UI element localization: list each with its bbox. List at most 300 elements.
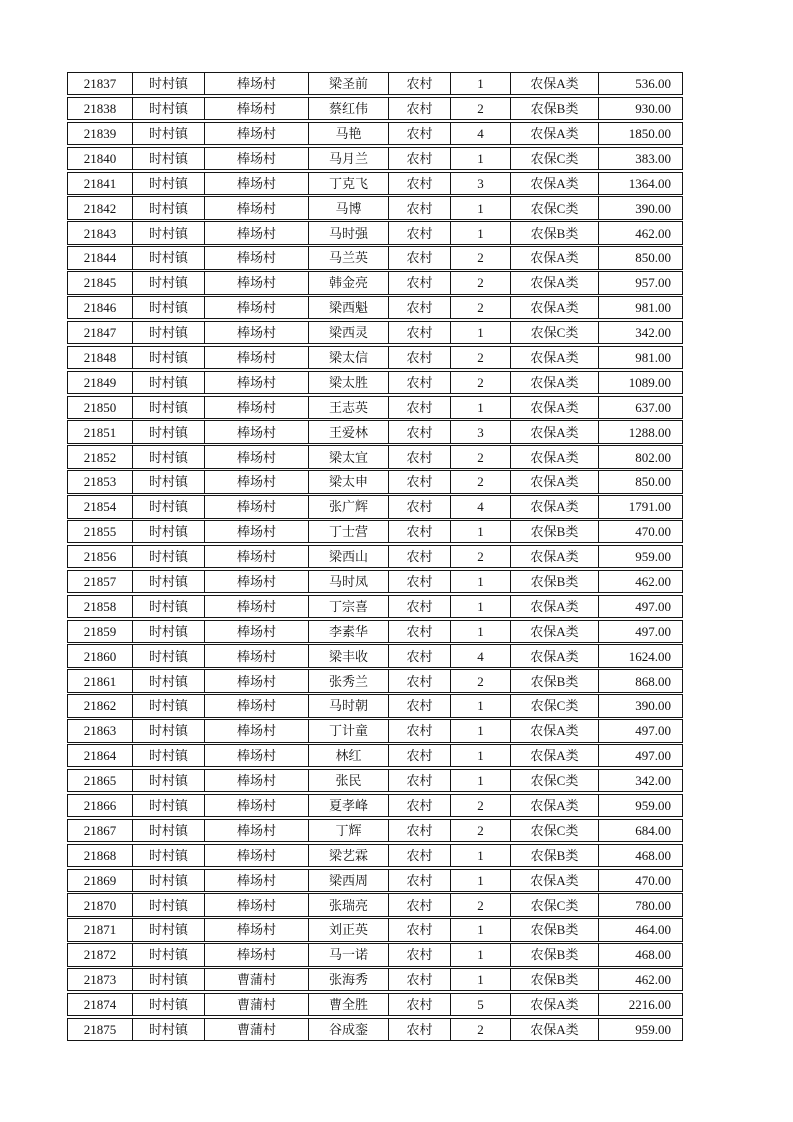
cell-village: 曹蒲村 [205,1019,309,1040]
table-row [67,893,683,916]
cell-category: 农保B类 [511,222,599,243]
cell-amount: 1850.00 [628,125,671,141]
cell-village: 棒场村 [205,197,309,218]
cell-name: 王志英 [309,397,389,418]
cell-residence: 农村 [389,645,451,666]
table-row [67,246,683,269]
cell-amount: 802.00 [635,449,671,465]
table-row [67,570,683,593]
cell-amount: 342.00 [635,773,671,789]
cell-name: 李素华 [309,621,389,642]
cell-name: 梁西山 [309,546,389,567]
cell-category: 农保A类 [511,596,599,617]
table-row [67,844,683,867]
cell-name: 丁克飞 [309,173,389,194]
cell-name: 马时强 [309,222,389,243]
cell-residence: 农村 [389,870,451,891]
cell-category: 农保A类 [511,372,599,393]
cell-record-id: 21873 [68,969,133,990]
cell-category: 农保B类 [511,670,599,691]
cell-record-id: 21867 [68,820,133,841]
cell-village: 棒场村 [205,645,309,666]
cell-town: 时村镇 [133,272,205,293]
cell-count: 4 [451,123,511,144]
cell-town: 时村镇 [133,123,205,144]
cell-residence: 农村 [389,471,451,492]
cell-count: 2 [451,347,511,368]
cell-count: 1 [451,521,511,542]
cell-name: 张广辉 [309,496,389,517]
cell-amount: 464.00 [635,922,671,938]
cell-town: 时村镇 [133,944,205,965]
cell-town: 时村镇 [133,148,205,169]
cell-amount: 497.00 [635,748,671,764]
table-row [67,271,683,294]
cell-town: 时村镇 [133,446,205,467]
cell-count: 1 [451,919,511,940]
cell-record-id: 21858 [68,596,133,617]
cell-name: 丁辉 [309,820,389,841]
cell-village: 曹蒲村 [205,994,309,1015]
cell-town: 时村镇 [133,247,205,268]
cell-village: 棒场村 [205,670,309,691]
cell-residence: 农村 [389,446,451,467]
cell-count: 1 [451,571,511,592]
cell-village: 棒场村 [205,596,309,617]
cell-town: 时村镇 [133,845,205,866]
cell-name: 梁西周 [309,870,389,891]
table-row [67,694,683,717]
table-row [67,918,683,941]
cell-record-id: 21839 [68,123,133,144]
cell-record-id: 21870 [68,894,133,915]
table-row [67,420,683,443]
cell-name: 梁西灵 [309,322,389,343]
cell-amount: 390.00 [635,200,671,216]
table-row [67,445,683,468]
table-row [67,1018,683,1041]
cell-residence: 农村 [389,222,451,243]
cell-category: 农保A类 [511,446,599,467]
cell-residence: 农村 [389,297,451,318]
table-row [67,669,683,692]
cell-town: 时村镇 [133,471,205,492]
cell-record-id: 21861 [68,670,133,691]
cell-record-id: 21850 [68,397,133,418]
cell-record-id: 21866 [68,795,133,816]
cell-village: 棒场村 [205,347,309,368]
cell-town: 时村镇 [133,347,205,368]
cell-village: 棒场村 [205,745,309,766]
cell-record-id: 21853 [68,471,133,492]
table-row [67,620,683,643]
cell-residence: 农村 [389,596,451,617]
cell-name: 梁太宜 [309,446,389,467]
cell-name: 马兰英 [309,247,389,268]
table-row [67,470,683,493]
cell-count: 1 [451,720,511,741]
cell-residence: 农村 [389,173,451,194]
cell-amount: 981.00 [635,300,671,316]
cell-village: 棒场村 [205,571,309,592]
cell-record-id: 21847 [68,322,133,343]
cell-record-id: 21842 [68,197,133,218]
cell-name: 曹全胜 [309,994,389,1015]
cell-residence: 农村 [389,98,451,119]
cell-record-id: 21868 [68,845,133,866]
cell-category: 农保A类 [511,421,599,442]
cell-village: 棒场村 [205,148,309,169]
table-row [67,719,683,742]
cell-residence: 农村 [389,272,451,293]
cell-village: 棒场村 [205,820,309,841]
cell-village: 棒场村 [205,546,309,567]
table-row [67,644,683,667]
cell-village: 棒场村 [205,471,309,492]
cell-category: 农保A类 [511,397,599,418]
cell-name: 张瑞亮 [309,894,389,915]
cell-name: 马艳 [309,123,389,144]
cell-town: 时村镇 [133,870,205,891]
cell-count: 1 [451,397,511,418]
cell-village: 棒场村 [205,521,309,542]
cell-count: 4 [451,645,511,666]
cell-amount: 850.00 [635,250,671,266]
cell-category: 农保B类 [511,571,599,592]
cell-town: 时村镇 [133,994,205,1015]
cell-record-id: 21869 [68,870,133,891]
table-row [67,296,683,319]
cell-village: 棒场村 [205,894,309,915]
cell-count: 1 [451,596,511,617]
cell-name: 梁丰收 [309,645,389,666]
cell-town: 时村镇 [133,571,205,592]
cell-residence: 农村 [389,670,451,691]
cell-category: 农保A类 [511,720,599,741]
cell-amount: 462.00 [635,574,671,589]
table-row [67,968,683,991]
cell-amount: 497.00 [635,623,671,639]
table-row [67,819,683,842]
cell-record-id: 21860 [68,645,133,666]
table-row [67,221,683,244]
cell-count: 1 [451,870,511,891]
cell-count: 1 [451,969,511,990]
table-row [67,744,683,767]
cell-count: 2 [451,471,511,492]
cell-category: 农保A类 [511,173,599,194]
table-row [67,396,683,419]
cell-town: 时村镇 [133,770,205,791]
cell-town: 时村镇 [133,670,205,691]
table-row [67,595,683,618]
cell-amount: 383.00 [635,150,671,166]
cell-residence: 农村 [389,73,451,94]
cell-count: 3 [451,421,511,442]
cell-count: 2 [451,546,511,567]
cell-village: 棒场村 [205,720,309,741]
cell-village: 棒场村 [205,98,309,119]
cell-amount: 462.00 [635,972,671,988]
cell-category: 农保B类 [511,919,599,940]
cell-record-id: 21864 [68,745,133,766]
cell-town: 时村镇 [133,621,205,642]
cell-name: 梁太胜 [309,372,389,393]
cell-count: 5 [451,994,511,1015]
cell-record-id: 21855 [68,521,133,542]
cell-count: 3 [451,173,511,194]
cell-amount: 959.00 [635,549,671,565]
table-row [67,196,683,219]
cell-residence: 农村 [389,795,451,816]
cell-name: 马月兰 [309,148,389,169]
cell-amount: 1364.00 [628,175,671,191]
cell-record-id: 21871 [68,919,133,940]
cell-town: 时村镇 [133,173,205,194]
cell-amount: 684.00 [635,822,671,838]
cell-category: 农保B类 [511,521,599,542]
cell-amount: 342.00 [635,325,671,341]
cell-town: 时村镇 [133,521,205,542]
cell-amount: 2216.00 [628,997,671,1013]
cell-amount: 390.00 [635,698,671,714]
cell-residence: 农村 [389,969,451,990]
table-row [67,97,683,120]
cell-count: 2 [451,98,511,119]
cell-count: 1 [451,845,511,866]
cell-category: 农保B类 [511,944,599,965]
cell-village: 棒场村 [205,322,309,343]
cell-town: 时村镇 [133,546,205,567]
table-row [67,147,683,170]
cell-category: 农保C类 [511,820,599,841]
cell-record-id: 21875 [68,1019,133,1040]
cell-category: 农保A类 [511,471,599,492]
cell-amount: 959.00 [635,1022,671,1038]
cell-amount: 868.00 [635,673,671,689]
cell-name: 谷成銮 [309,1019,389,1040]
cell-village: 曹蒲村 [205,969,309,990]
cell-residence: 农村 [389,347,451,368]
cell-village: 棒场村 [205,496,309,517]
cell-count: 1 [451,197,511,218]
cell-category: 农保A类 [511,496,599,517]
table-row [67,371,683,394]
table-row [67,72,683,95]
cell-record-id: 21863 [68,720,133,741]
cell-residence: 农村 [389,521,451,542]
cell-town: 时村镇 [133,397,205,418]
cell-residence: 农村 [389,421,451,442]
cell-name: 梁西魁 [309,297,389,318]
cell-town: 时村镇 [133,297,205,318]
cell-record-id: 21865 [68,770,133,791]
cell-residence: 农村 [389,944,451,965]
cell-name: 丁计童 [309,720,389,741]
cell-residence: 农村 [389,745,451,766]
cell-name: 马一诺 [309,944,389,965]
cell-name: 张民 [309,770,389,791]
cell-amount: 470.00 [635,524,671,540]
cell-town: 时村镇 [133,596,205,617]
cell-category: 农保A类 [511,297,599,318]
cell-village: 棒场村 [205,446,309,467]
table-row [67,993,683,1016]
cell-village: 棒场村 [205,621,309,642]
table-row [67,545,683,568]
cell-name: 夏孝峰 [309,795,389,816]
cell-count: 2 [451,894,511,915]
cell-record-id: 21837 [68,73,133,94]
cell-village: 棒场村 [205,73,309,94]
cell-town: 时村镇 [133,421,205,442]
cell-residence: 农村 [389,994,451,1015]
cell-town: 时村镇 [133,795,205,816]
cell-record-id: 21838 [68,98,133,119]
cell-amount: 1288.00 [628,424,671,440]
cell-category: 农保B类 [511,969,599,990]
cell-town: 时村镇 [133,372,205,393]
cell-residence: 农村 [389,197,451,218]
cell-name: 梁艺霖 [309,845,389,866]
cell-village: 棒场村 [205,845,309,866]
cell-record-id: 21845 [68,272,133,293]
table-row [67,122,683,145]
cell-town: 时村镇 [133,322,205,343]
cell-amount: 981.00 [635,349,671,365]
table-row [67,520,683,543]
cell-category: 农保B类 [511,98,599,119]
cell-residence: 农村 [389,1019,451,1040]
cell-count: 1 [451,944,511,965]
cell-record-id: 21856 [68,546,133,567]
cell-amount: 957.00 [635,275,671,291]
cell-residence: 农村 [389,372,451,393]
cell-category: 农保A类 [511,645,599,666]
cell-category: 农保A类 [511,870,599,891]
cell-village: 棒场村 [205,372,309,393]
cell-town: 时村镇 [133,197,205,218]
cell-category: 农保A类 [511,247,599,268]
cell-amount: 536.00 [635,76,671,92]
cell-name: 梁太信 [309,347,389,368]
cell-town: 时村镇 [133,919,205,940]
cell-record-id: 21857 [68,571,133,592]
cell-village: 棒场村 [205,397,309,418]
cell-category: 农保A类 [511,745,599,766]
cell-residence: 农村 [389,894,451,915]
cell-town: 时村镇 [133,894,205,915]
cell-category: 农保C类 [511,695,599,716]
cell-residence: 农村 [389,720,451,741]
cell-name: 梁太申 [309,471,389,492]
cell-count: 1 [451,621,511,642]
cell-village: 棒场村 [205,123,309,144]
cell-name: 王爱林 [309,421,389,442]
cell-record-id: 21859 [68,621,133,642]
cell-village: 棒场村 [205,944,309,965]
cell-count: 2 [451,795,511,816]
cell-village: 棒场村 [205,695,309,716]
cell-record-id: 21848 [68,347,133,368]
cell-record-id: 21862 [68,695,133,716]
cell-name: 张海秀 [309,969,389,990]
cell-category: 农保A类 [511,546,599,567]
table-row [67,495,683,518]
cell-residence: 农村 [389,845,451,866]
cell-amount: 470.00 [635,872,671,888]
cell-village: 棒场村 [205,919,309,940]
cell-residence: 农村 [389,397,451,418]
table-row [67,172,683,195]
cell-category: 农保A类 [511,347,599,368]
cell-category: 农保A类 [511,621,599,642]
cell-residence: 农村 [389,247,451,268]
cell-residence: 农村 [389,546,451,567]
cell-town: 时村镇 [133,745,205,766]
insurance-roster-table [67,72,683,1043]
cell-category: 农保B类 [511,845,599,866]
cell-category: 农保A类 [511,123,599,144]
cell-town: 时村镇 [133,98,205,119]
cell-count: 2 [451,297,511,318]
cell-town: 时村镇 [133,645,205,666]
cell-count: 1 [451,322,511,343]
cell-count: 2 [451,272,511,293]
cell-category: 农保A类 [511,994,599,1015]
cell-amount: 497.00 [635,723,671,739]
cell-town: 时村镇 [133,695,205,716]
cell-count: 1 [451,695,511,716]
cell-record-id: 21841 [68,173,133,194]
cell-count: 1 [451,73,511,94]
cell-town: 时村镇 [133,222,205,243]
cell-name: 丁宗喜 [309,596,389,617]
cell-category: 农保A类 [511,272,599,293]
cell-record-id: 21852 [68,446,133,467]
cell-amount: 930.00 [635,101,671,117]
cell-record-id: 21844 [68,247,133,268]
cell-name: 林红 [309,745,389,766]
cell-amount: 1089.00 [628,374,671,390]
cell-village: 棒场村 [205,770,309,791]
cell-record-id: 21851 [68,421,133,442]
cell-amount: 780.00 [635,897,671,913]
cell-village: 棒场村 [205,272,309,293]
cell-category: 农保C类 [511,894,599,915]
cell-amount: 497.00 [635,598,671,614]
cell-name: 梁圣前 [309,73,389,94]
cell-record-id: 21874 [68,994,133,1015]
cell-count: 2 [451,247,511,268]
cell-count: 1 [451,745,511,766]
cell-category: 农保C类 [511,148,599,169]
cell-town: 时村镇 [133,720,205,741]
cell-village: 棒场村 [205,222,309,243]
cell-amount: 468.00 [635,847,671,863]
table-row [67,321,683,344]
cell-village: 棒场村 [205,870,309,891]
cell-name: 马时凤 [309,571,389,592]
cell-record-id: 21843 [68,222,133,243]
cell-category: 农保A类 [511,795,599,816]
cell-record-id: 21840 [68,148,133,169]
cell-village: 棒场村 [205,173,309,194]
cell-category: 农保A类 [511,73,599,94]
cell-town: 时村镇 [133,820,205,841]
cell-name: 丁士营 [309,521,389,542]
cell-residence: 农村 [389,148,451,169]
